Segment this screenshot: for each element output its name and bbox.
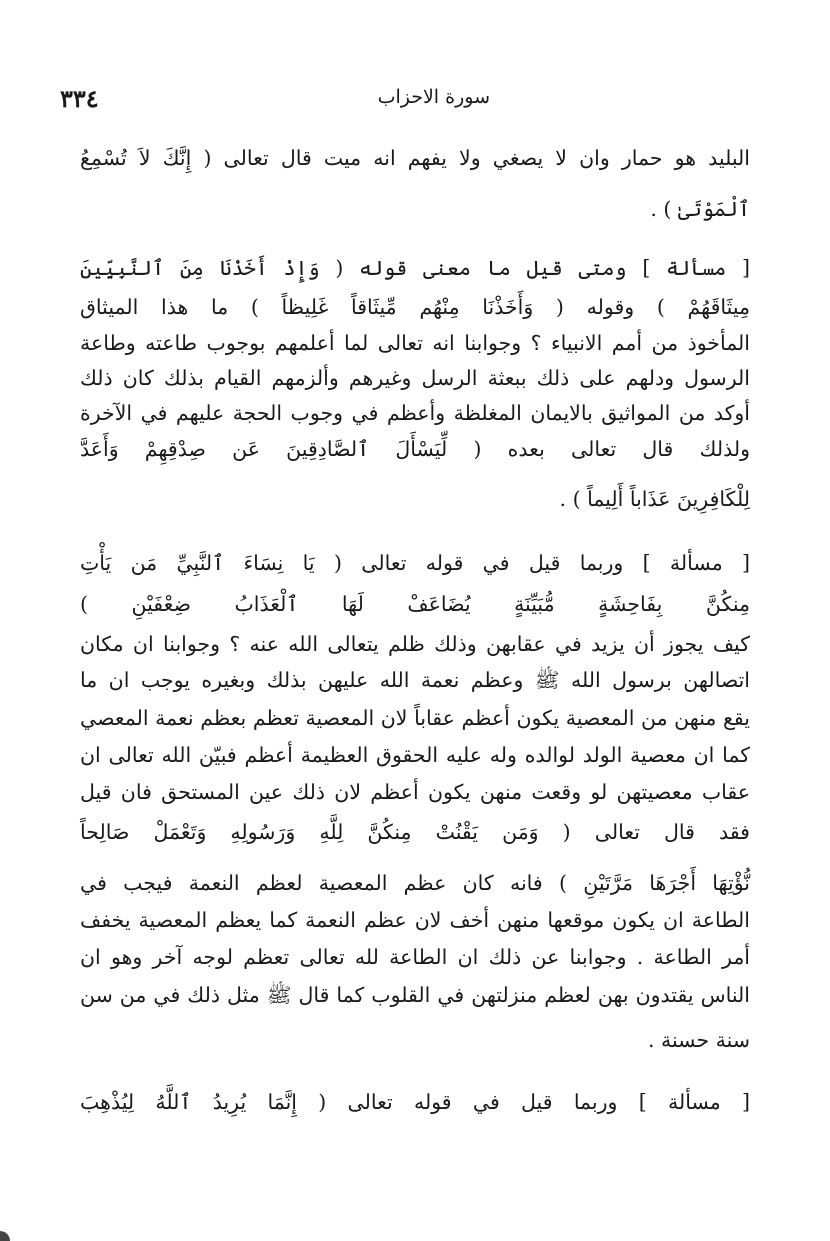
text-line: البليد هو حمار وان لا يصغي ولا يفهم انه ميت قال تعالى ( إِنَّكَ لاَ تُسْمِعُ — [80, 146, 750, 170]
text-line: الناس يقتدون بهن لعظم منزلتهن في القلوب كما قال ﷺ مثل ذلك في من سن — [80, 983, 750, 1007]
text-line: نُّؤْتِهَا أَجْرَهَا مَرَّتَيْنِ ) فانه كان عظم المعصية لعظم النعمة فيجب في — [80, 871, 750, 895]
text-line: عقاب معصيتهن لو وقعت منهن يكون أعظم لان ذلك عين المستحق فان قيل — [80, 780, 750, 804]
scan-artifact — [0, 1231, 10, 1241]
text-line: أمر الطاعة . وجوابنا عن ذلك ان الطاعة لله تعالى تعظم لوجه آخر وهو ان — [80, 945, 750, 969]
text-line: يقع منهن من المعصية يكون أعظم عقاباً لان المعصية تعظم بعظم نعمة المعصي — [80, 706, 750, 730]
text-line: [ مسألة ] وربما قيل في قوله تعالى ( إِنَّمَا يُرِيدُ ٱللَّهُ لِيُذْهِبَ — [80, 1090, 750, 1114]
text-line: الرسول ودلهم على ذلك ببعثة الرسل وغيرهم وألزمهم القيام بذلك كان ذلك — [80, 366, 750, 390]
text-line: ٱلْمَوْتَىٰ ) . — [650, 197, 750, 221]
text-line: كيف يجوز أن يزيد في عقابهن وذلك ظلم يتعالى الله عنه ؟ وجوابنا ان مكان — [80, 632, 750, 656]
text-line: [ مسألة ] ومتى قيل ما معنى قوله ( وَإِذْ أَخَذْنَا مِنَ ٱلنَّبِيِّينَ — [80, 256, 750, 280]
text-line: لِلْكَافِرِينَ عَذَاباً أَلِيماً ) . — [559, 487, 750, 511]
surah-title: سورة الاحزاب — [377, 86, 490, 108]
text-line: كما ان معصية الولد لوالده وله عليه الحقوق العظيمة أعظم فبيّن الله تعالى ان — [80, 743, 750, 767]
text-line: مِيثَاقَهُمْ ) وقوله ( وَأَخَذْنَا مِنْهُم مِّيثَاقاً غَلِيظاً ) ما هذا الميثاق — [80, 295, 750, 319]
page-header — [60, 86, 750, 120]
text-line: الطاعة ان يكون موقعها منهن أخف لان عظم النعمة كما يعظم المعصية يخفف — [80, 908, 750, 932]
text-line: [ مسألة ] وربما قيل في قوله تعالى ( يَا نِسَاءَ ٱلنَّبِيِّ مَن يَأْتِ — [80, 551, 750, 575]
page-number: ٣٣٤ — [60, 84, 99, 113]
text-line: اتصالهن برسول الله ﷺ وعظم نعمة الله عليهن بذلك وبغيره يوجب ان ما — [80, 668, 750, 692]
text-line: سنة حسنة . — [647, 1028, 750, 1052]
text-line: أوكد من المواثيق بالايمان المغلظة وأعظم في وجوب الحجة عليهم في الآخرة — [80, 401, 750, 425]
text-line: مِنكُنَّ بِفَاحِشَةٍ مُّبَيِّنَةٍ يُضَاعَفْ لَهَا ٱلْعَذَابُ ضِعْفَيْنِ ) — [80, 592, 750, 616]
text-line: المأخوذ من أمم الانبياء ؟ وجوابنا انه تعالى لما أعلمهم بوجوب طاعته وطاعة — [80, 331, 750, 355]
text-line: فقد قال تعالى ( وَمَن يَقْنُتْ مِنكُنَّ لِلَّهِ وَرَسُولِهِ وَتَعْمَلْ صَالِحاً — [80, 820, 750, 844]
text-line: ولذلك قال تعالى بعده ( لِّيَسْأَلَ ٱلصَّادِقِينَ عَن صِدْقِهِمْ وَأَعَدَّ — [80, 437, 750, 461]
